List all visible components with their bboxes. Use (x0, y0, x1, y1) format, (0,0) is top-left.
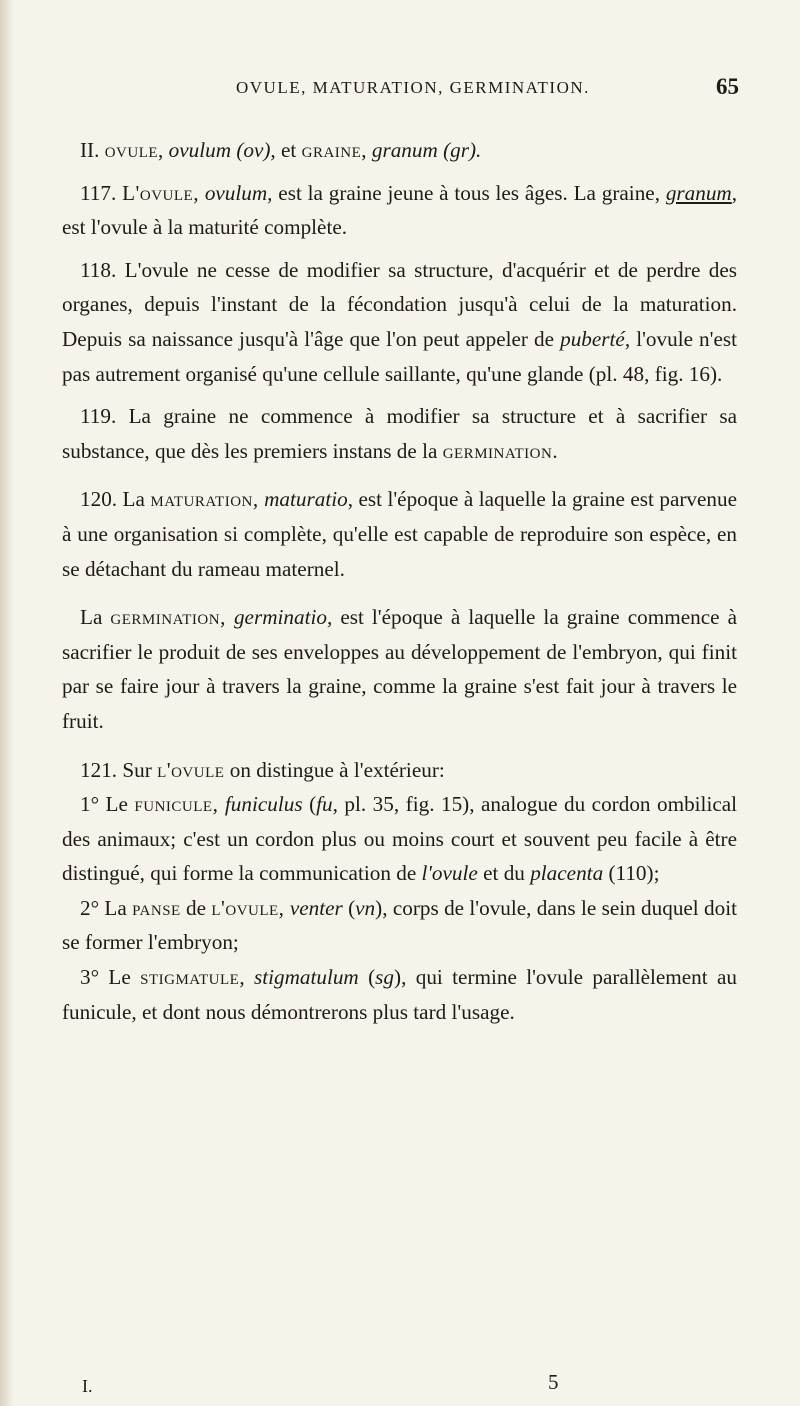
list-item-stigmatule (62, 960, 737, 1029)
item-text-de: de (186, 895, 207, 920)
paragraph-text: , est l'époque à laquelle la graine est parvenue à une organisation si complète, qu'elle est capable de reproduire son espèce, en se détachant du rameau maternel. (62, 487, 738, 581)
abbr-vn: vn (355, 895, 376, 920)
paragraph-number: 117. (80, 180, 117, 205)
heading-latin-granum: granum (371, 138, 438, 162)
item-number: 1° Le (80, 792, 128, 817)
term-panse: panse (132, 895, 181, 920)
heading-term-ovule: ovule (104, 138, 159, 162)
abbr-fu: fu (316, 792, 333, 817)
paragraph-text-end: , est l'ovule à la maturité complète. (62, 180, 738, 240)
item-text: qui termine l'ovule parallèlement au funicule, et dont nous démontrerons plus tard l'usage. (62, 965, 738, 1024)
heading-comma: , (158, 138, 164, 162)
paragraph-117 (62, 176, 737, 245)
term-ovule: L'ovule, (122, 180, 199, 205)
paragraph-text: est la graine jeune à tous les âges. La graine, (278, 180, 660, 205)
paragraph-text: on distingue à l'extérieur: (229, 757, 445, 782)
heading-conj: et (281, 138, 297, 162)
italic-placenta: placenta (530, 861, 604, 886)
abbr-sg: sg (375, 965, 395, 990)
paren-open: ( (309, 792, 317, 817)
paragraph-text-end: , l'ovule n'est pas autrement organisé qu'une cellule saillante, qu'une glande (pl. 48, fig. 16). (62, 326, 738, 386)
paragraph-text: est l'époque à laquelle la graine commence à sacrifier le produit de ses enveloppes au développement de l'embryon, qui finit par se faire jour à travers la graine, comme la graine s'est fait jour à travers le fruit. (62, 605, 738, 733)
paren-open: ( (368, 965, 376, 990)
page-number: 65 (716, 74, 739, 99)
italic-puberte: puberté (560, 326, 625, 351)
paragraph-number: 121. Sur (80, 757, 152, 782)
term-ovule: l'ovule, (211, 895, 285, 920)
paragraph-germination (62, 600, 737, 738)
signature-mark: I. (82, 1376, 93, 1396)
term-maturation: maturation, (150, 487, 259, 512)
heading-abbr-gr: (gr). (443, 138, 482, 162)
term-germination: germination, (110, 605, 226, 630)
binding-edge (0, 0, 14, 1406)
latin-maturatio: maturatio (264, 487, 348, 512)
latin-ovulum: ovulum, (204, 180, 273, 205)
paragraph-120 (62, 482, 737, 586)
paragraph-text: 118. L'ovule ne cesse de modifier sa structure, d'acquérir et de perdre des organes, depuis l'instant de la fécondation jusqu'à celui de la maturation. Depuis sa naissance jusqu'à l'âge que l'on peut appeler de (62, 257, 737, 351)
term-ovule: l'ovule (157, 757, 225, 782)
list-item-funicule (62, 787, 737, 891)
paragraph-text: 119. La graine ne commence à modifier sa structure et à sacrifier sa substance, que dès les premiers instans de la (62, 404, 737, 463)
latin-venter: venter (289, 895, 343, 920)
item-text: corps de l'ovule, dans le sein duquel doit se former l'embryon; (62, 895, 737, 955)
paren-close: ), (375, 895, 388, 920)
paragraph-119 (62, 399, 737, 468)
paragraph-number: 120. La (80, 487, 145, 512)
paragraph-121 (62, 753, 737, 788)
body-text (62, 133, 737, 1029)
latin-germinatio: germinatio, (233, 605, 333, 630)
item-text-mid: et du (483, 861, 525, 886)
latin-funiculus: funiculus (224, 792, 303, 817)
term-comma: , (239, 965, 245, 990)
heading-latin-ovulum: ovulum (168, 138, 232, 162)
item-text-end: (110); (608, 861, 660, 886)
signature-number: 5 (548, 1370, 559, 1394)
italic-ovule: l'ovule (421, 861, 478, 886)
heading-term-graine: graine (301, 138, 362, 162)
latin-granum: granum (665, 180, 732, 205)
paragraph-118 (62, 253, 737, 391)
heading-numeral: II. (80, 138, 100, 162)
latin-stigmatulum: stigmatulum (253, 965, 359, 990)
term-germination: germination. (442, 438, 559, 463)
item-text: , pl. 35, fig. 15), analogue du cordon ombilical des animaux; c'est un cordon plus ou moins court et souvent peu facile à être distingué, qui forme la communication de (62, 792, 738, 886)
term-funicule: funicule, (134, 792, 219, 817)
term-stigmatule: stigmatule (140, 965, 240, 990)
section-heading (62, 133, 737, 168)
item-number: 3° Le (80, 965, 131, 990)
paren-open: ( (348, 895, 356, 920)
paragraph-lead: La (80, 605, 103, 630)
heading-comma-2: , (361, 138, 367, 162)
item-number: 2° La (80, 895, 127, 920)
list-item-panse (62, 891, 737, 960)
running-head: OVULE, MATURATION, GERMINATION. (236, 78, 590, 97)
paren-close: ), (394, 965, 407, 990)
heading-abbr-ov: (ov), (236, 138, 276, 162)
